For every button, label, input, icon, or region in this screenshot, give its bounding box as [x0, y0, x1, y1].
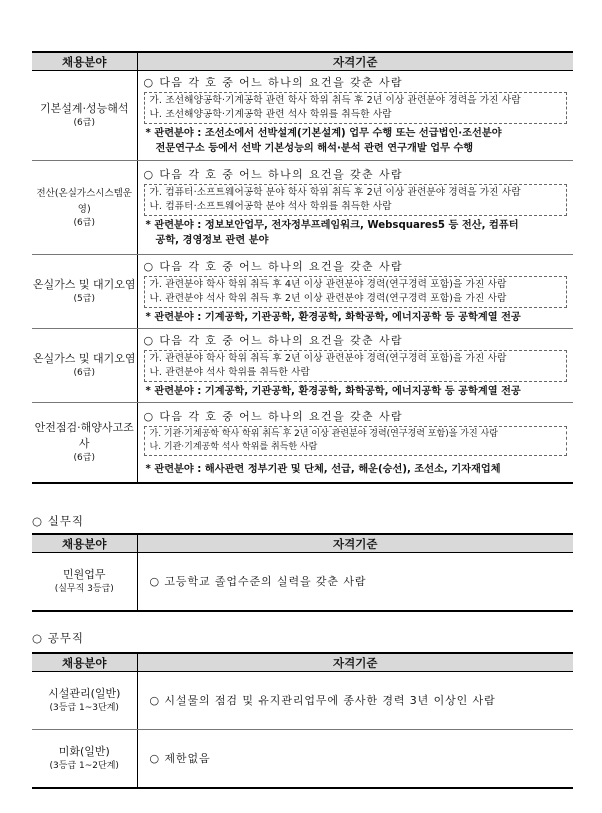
field-cell: [32, 329, 137, 403]
field-cell: [32, 553, 137, 611]
section-title-public: ○ 공무직: [32, 631, 85, 645]
requirement-item: 나. 관련분야 석사 학위를 취득한 사람: [149, 367, 310, 379]
field-cell: [32, 71, 137, 161]
field-name: 안전점검·해양사고조사: [34, 421, 134, 450]
requirement-box: [144, 426, 568, 456]
field-grade: (실무직 3등급): [54, 583, 114, 594]
criteria-text: ○ 시설물의 점검 및 유지관리업무에 종사한 경력 3년 이상인 사람: [149, 694, 496, 707]
requirement-item: 나. 조선해양공학·기계공학 관련 석사 학위를 취득한 사람: [149, 109, 392, 121]
criteria-cell: [137, 329, 573, 403]
field-name: 미화(일반): [58, 744, 110, 758]
field-cell: [32, 730, 137, 788]
header-criteria: 자격기준: [137, 653, 573, 672]
field-grade: (6급): [73, 452, 95, 463]
condition-text: ○ 다음 각 호 중 어느 하나의 요건을 갖춘 사람: [143, 334, 404, 348]
criteria-cell: [137, 71, 573, 161]
requirement-box: [144, 92, 568, 124]
related-field-note: * 관련분야 : 기계공학, 기관공학, 환경공학, 화학공학, 에너지공학 등 공학계열 전공: [145, 385, 521, 397]
requirement-item: 가. 관련분야 학사 학위 취득 후 4년 이상 관련분야 경력(연구경력 포함)을 가진 사람: [149, 279, 507, 290]
field-grade: (3등급 1~3단계): [49, 702, 119, 713]
field-name: 온실가스 및 대기오염: [32, 352, 136, 366]
criteria-cell: [137, 403, 573, 483]
criteria-cell: [137, 255, 573, 329]
criteria-cell: [137, 730, 573, 788]
requirement-box: [144, 350, 568, 382]
requirement-item: 가. 관련분야 학사 학위 취득 후 2년 이상 관련분야 경력(연구경력 포함)을 가진 사람: [149, 353, 507, 365]
field-grade: (5급): [73, 294, 95, 304]
requirement-item: 가. 기관·기계공학 학사 학위 취득 후 2년 이상 관련분야 경력(연구경력 포함)을 가진 사람: [149, 428, 498, 439]
requirement-item: 나. 관련분야 석사 학위 취득 후 2년 이상 관련분야 경력(연구경력 포함)을 가진 사람: [149, 292, 507, 304]
criteria-cell: [137, 161, 573, 255]
field-cell: [32, 161, 137, 255]
criteria-text: ○ 제한없음: [149, 751, 211, 765]
field-name: 민원업무: [62, 567, 106, 581]
requirement-box: [144, 276, 568, 308]
field-name: 온실가스 및 대기오염: [32, 278, 136, 292]
requirement-item: 나. 기관·기계공학 석사 학위를 취득한 사람: [149, 441, 318, 452]
related-field-note: * 관련분야 : 조선소에서 선박설계(기본설계) 업무 수행 또는 선급법인·조선분야 전문연구소 등에서 선박 기본성능의 해석·분석 관련 연구개발 업무 수행: [145, 128, 502, 155]
qualification-table-public: [32, 652, 573, 789]
criteria-text: ○ 고등학교 졸업수준의 실력을 갖춘 사람: [149, 574, 367, 588]
related-field-note: * 관련분야 : 정보보안업무, 전자정부프레임워크, Websquares5 등 전산, 컴퓨터 공학, 경영정보 관련 분야: [145, 220, 519, 247]
requirement-box: [144, 184, 568, 216]
field-name: 기본설계·성능해석: [39, 102, 129, 115]
field-cell: [32, 403, 137, 483]
field-cell: [32, 672, 137, 730]
condition-text: ○ 다음 각 호 중 어느 하나의 요건을 갖춘 사람: [143, 260, 404, 273]
field-grade: (6급): [73, 217, 95, 228]
header-criteria: 자격기준: [137, 52, 573, 71]
header-field: 채용분야: [32, 52, 137, 71]
field-name: 시설관리(일반): [48, 687, 121, 700]
related-field-note: * 관련분야 : 기계공학, 기관공학, 환경공학, 화학공학, 에너지공학 등 공학계열 전공: [145, 311, 521, 323]
qualification-table-practical: [32, 533, 573, 612]
criteria-cell: [137, 553, 573, 611]
qualification-table-main: [32, 51, 573, 484]
field-cell: [32, 255, 137, 329]
section-title-practical: ○ 실무직: [32, 514, 85, 528]
related-field-note: * 관련분야 : 해사관련 정부기관 및 단체, 선급, 해운(승선), 조선소, 기자재업체: [145, 463, 501, 475]
field-grade: (6급): [73, 368, 95, 379]
requirement-item: 가. 컴퓨터·소프트웨어공학 분야 학사 학위 취득 후 2년 이상 관련분야 경력을 가진 사람: [149, 187, 521, 199]
condition-text: ○ 다음 각 호 중 어느 하나의 요건을 갖춘 사람: [143, 168, 404, 182]
field-grade: (6급): [73, 117, 95, 128]
criteria-cell: [137, 672, 573, 730]
field-grade: (3등급 1~2단계): [49, 760, 119, 771]
header-field: 채용분야: [32, 653, 137, 672]
header-criteria: 자격기준: [137, 534, 573, 553]
condition-text: ○ 다음 각 호 중 어느 하나의 요건을 갖춘 사람: [143, 76, 404, 90]
field-name: 전산(온실가스시스템운영): [36, 188, 132, 215]
requirement-item: 나. 컴퓨터·소프트웨어공학 분야 석사 학위를 취득한 사람: [149, 201, 392, 213]
condition-text: ○ 다음 각 호 중 어느 하나의 요건을 갖춘 사람: [143, 409, 404, 423]
requirement-item: 가. 조선해양공학·기계공학 관련 학사 학위 취득 후 2년 이상 관련분야 경력을 가진 사람: [149, 95, 521, 107]
header-field: 채용분야: [32, 534, 137, 553]
